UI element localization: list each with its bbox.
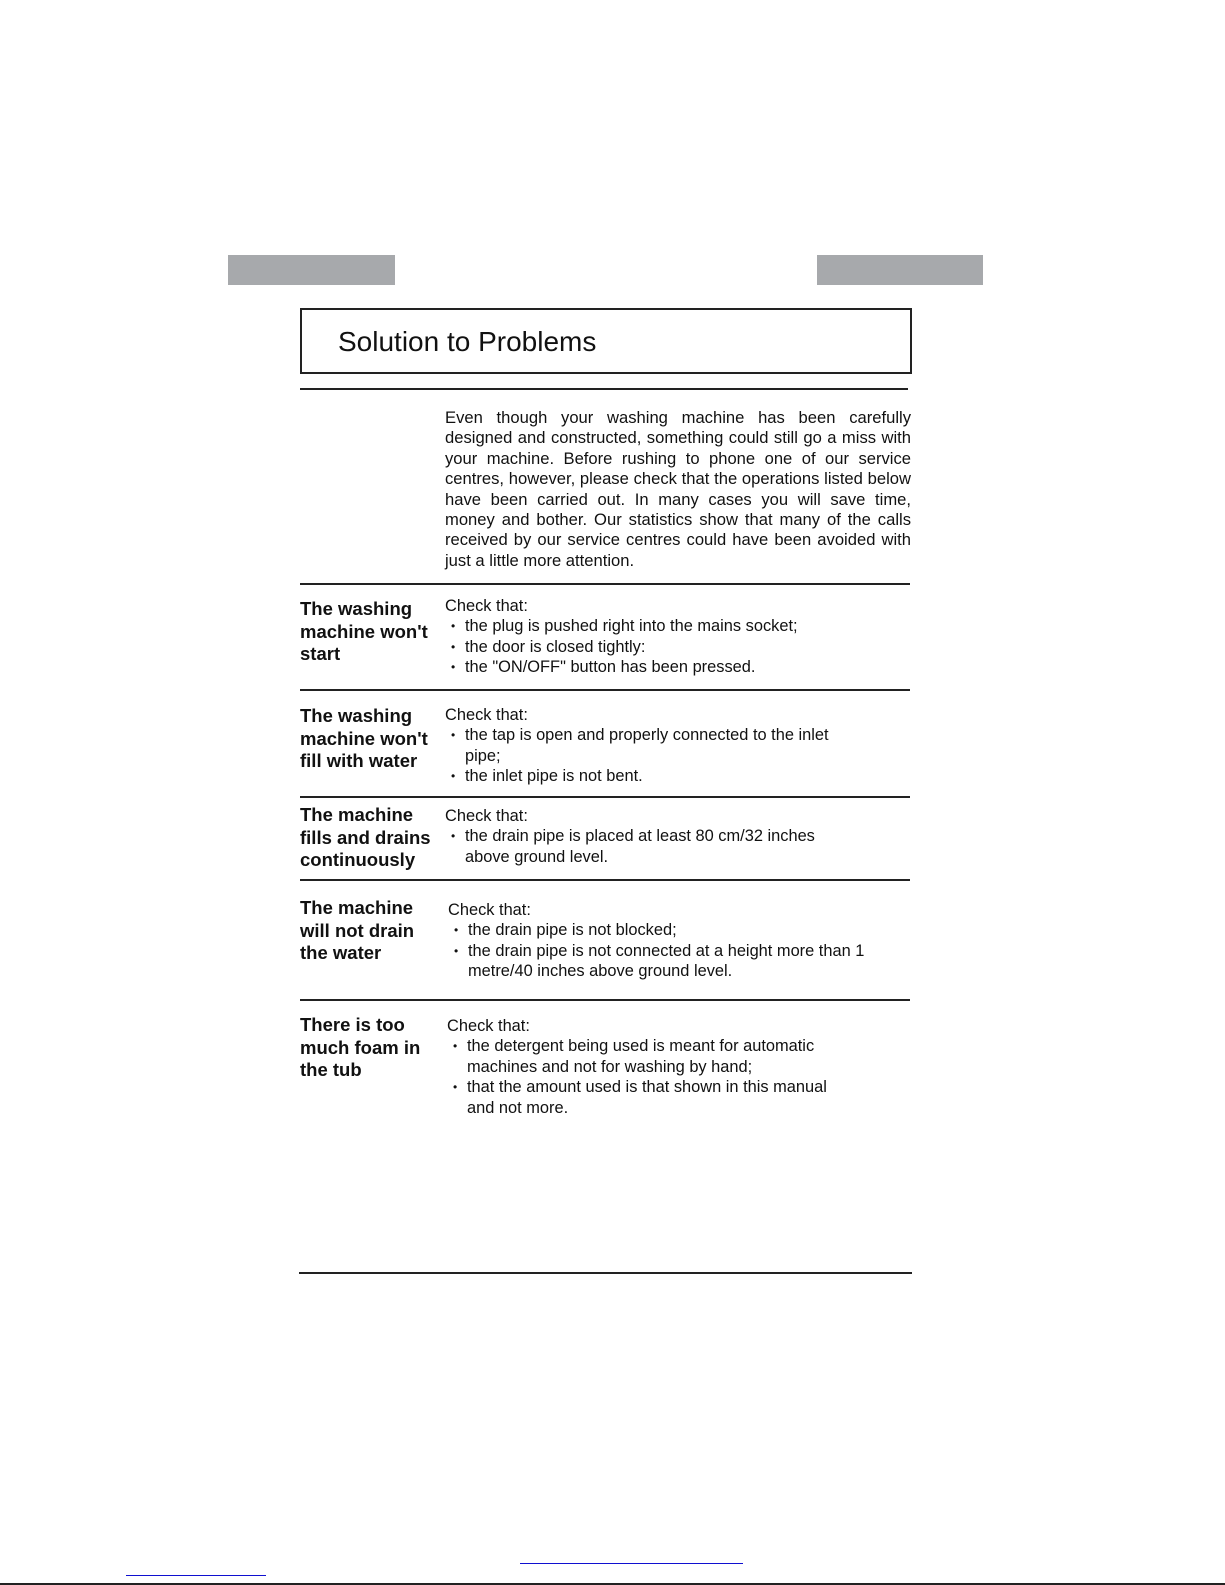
- check-label: Check that:: [447, 1017, 530, 1035]
- footer-link[interactable]: [520, 1563, 743, 1564]
- check-item: • the drain pipe is not connected at a height more than 1 metre/40 inches above ground level.: [448, 941, 878, 982]
- check-item: • the plug is pushed right into the mains socket;: [445, 616, 915, 636]
- problem-heading: The washing machine won't fill with water: [300, 705, 428, 771]
- header-bar-left: [228, 255, 395, 285]
- problem-solution: [447, 1016, 847, 1118]
- check-label: Check that:: [445, 807, 528, 825]
- problem-solution: [445, 806, 845, 867]
- divider: [300, 999, 910, 1001]
- check-item: • the drain pipe is placed at least 80 cm/32 inches above ground level.: [445, 826, 845, 867]
- check-label: Check that:: [445, 597, 528, 615]
- check-label: Check that:: [445, 706, 528, 724]
- intro-paragraph: Even though your washing machine has been carefully designed and constructed, something could still go a miss with your machine. Before rushing to phone one of our service centres, however, please check that the operations listed below have been carried out. In many cases you will save time, money and bother. Our statistics show that many of the calls received by our service centres could have been avoided with just a little more attention.: [445, 408, 911, 570]
- check-label: Check that:: [448, 901, 531, 919]
- divider: [300, 689, 910, 691]
- problem-solution: [448, 900, 878, 982]
- problem-heading: There is too much foam in the tub: [300, 1014, 421, 1080]
- header-bar-right: [817, 255, 983, 285]
- divider: [300, 388, 908, 390]
- divider: [300, 879, 910, 881]
- problem-heading: The machine will not drain the water: [300, 897, 415, 963]
- page-title: Solution to Problems: [338, 326, 597, 357]
- footer-divider: [299, 1272, 912, 1274]
- check-item: • that the amount used is that shown in this manual and not more.: [447, 1077, 847, 1118]
- title-box: [300, 308, 912, 374]
- check-item: • the drain pipe is not blocked;: [448, 920, 878, 940]
- problem-heading: The washing machine won't start: [300, 598, 428, 664]
- check-item: • the "ON/OFF" button has been pressed.: [445, 657, 915, 677]
- problem-solution: [445, 596, 915, 678]
- check-item: • the inlet pipe is not bent.: [445, 766, 865, 786]
- divider: [300, 583, 910, 585]
- check-item: • the detergent being used is meant for automatic machines and not for washing by hand;: [447, 1036, 847, 1077]
- check-item: • the tap is open and properly connected to the inlet pipe;: [445, 725, 865, 766]
- problem-heading: The machine fills and drains continuously: [300, 804, 431, 870]
- footer-link[interactable]: [126, 1575, 266, 1576]
- problem-solution: [445, 705, 865, 787]
- divider: [300, 796, 910, 798]
- check-item: • the door is closed tightly:: [445, 637, 915, 657]
